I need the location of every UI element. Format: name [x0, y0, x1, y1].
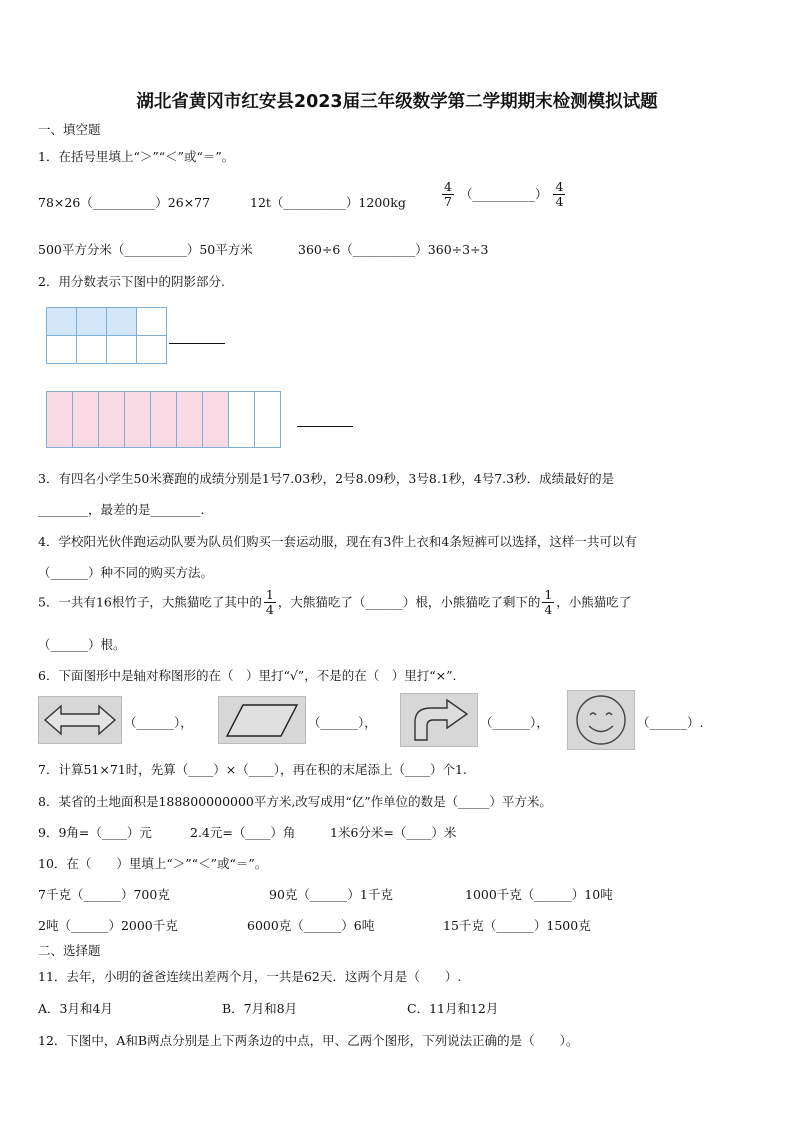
question-6-stem: 6．下面图形中是轴对称图形的在（ ）里打“√”，不是的在（ ）里打“×”. [38, 668, 457, 683]
question-8: 8．某省的土地面积是188800000000平方米,改写成用“亿”作单位的数是（_____）平方米。 [38, 794, 552, 809]
question-10-item: 1000千克（______）10吨 [465, 887, 613, 902]
question-11-stem: 11．去年，小明的爸爸连续出差两个月，一共是62天．这两个月是（ ）. [38, 969, 462, 984]
question-10-item: 15千克（______）1500克 [443, 918, 591, 933]
question-9-item-b: 2.4元=（____）角 [190, 825, 296, 840]
question-6-blank-3: （______）， [480, 715, 549, 730]
fraction: $\frac{1}{4}$ [544, 587, 553, 618]
question-11-option-b: B．7月和8月 [222, 1001, 298, 1016]
curved-arrow-figure [400, 693, 478, 747]
answer-line [169, 343, 225, 344]
question-6-blank-4: （______）. [637, 715, 704, 730]
question-9-item-a: 9．9角=（____）元 [38, 825, 152, 840]
question-9-item-c: 1米6分米=（____）米 [330, 825, 457, 840]
question-1-item-b: 12t（__________）1200kg [250, 195, 406, 210]
question-3-line-1: 3．有四名小学生50米赛跑的成绩分别是1号7.03秒，2号8.09秒，3号8.1秒，4号7.3秒．成绩最好的是 [38, 471, 615, 486]
question-1-item-a: 78×26（__________）26×77 [38, 195, 211, 210]
question-10-item: 7千克（______）700克 [38, 887, 170, 902]
section-heading-choice: 二、选择题 [38, 943, 101, 958]
question-1-stem: 1．在括号里填上“＞”“＜”或“＝”。 [38, 149, 235, 164]
question-10-stem: 10．在（ ）里填上“＞”“＜”或“＝”。 [38, 856, 268, 871]
page-title: 湖北省黄冈市红安县2023届三年级数学第二学期期末检测模拟试题 [136, 92, 658, 112]
question-11-option-a: A．3月和4月 [38, 1001, 113, 1016]
question-1-item-e: 360÷6（__________）360÷3÷3 [298, 242, 489, 257]
question-1-item-d: 500平方分米（__________）50平方米 [38, 242, 253, 257]
smiley-face-figure [567, 690, 635, 750]
grid-figure-blue [46, 307, 167, 364]
fraction: $\frac{1}{4}$ [265, 587, 274, 618]
parallelogram-figure [218, 696, 306, 744]
question-10-item: 90克（______）1千克 [269, 887, 393, 902]
question-1-item-c: $\frac{4}{7}$ （__________） $\frac{4}{4}$ [444, 179, 564, 210]
question-6-blank-2: （______）， [308, 715, 377, 730]
question-7: 7．计算51×71时，先算（____）×（____），再在积的末尾添上（____）个1. [38, 762, 467, 777]
double-arrow-figure [38, 696, 122, 744]
question-2-stem: 2．用分数表示下图中的阴影部分. [38, 274, 225, 289]
section-heading-fill-in: 一、填空题 [38, 122, 101, 137]
question-6-blank-1: （______）， [124, 715, 193, 730]
grid-figure-pink [46, 391, 281, 448]
question-5-line-1: 5．一共有16根竹子，大熊猫吃了其中的 $\frac{1}{4}$ ，大熊猫吃了（______）根，小熊猫吃了剩下的 $\frac{1}{4}$ ，小熊猫吃了 [38, 587, 632, 618]
question-4-line-1: 4．学校阳光伙伴跑运动队要为队员们购买一套运动服，现在有3件上衣和4条短裤可以选择，这样一共可以有 [38, 534, 637, 549]
question-11-option-c: C．11月和12月 [407, 1001, 499, 1016]
fraction: $\frac{4}{4}$ [555, 179, 564, 210]
question-4-line-2: （______）种不同的购买方法。 [38, 565, 214, 580]
question-10-item: 2吨（______）2000千克 [38, 918, 178, 933]
fraction: $\frac{4}{7}$ [444, 179, 452, 210]
answer-line [297, 426, 353, 427]
question-10-item: 6000克（______）6吨 [247, 918, 375, 933]
question-12-stem: 12．下图中，A和B两点分别是上下两条边的中点，甲、乙两个图形，下列说法正确的是（ ）。 [38, 1033, 579, 1048]
question-5-line-2: （______）根。 [38, 637, 126, 652]
question-3-line-2: ________，最差的是________. [38, 502, 205, 517]
